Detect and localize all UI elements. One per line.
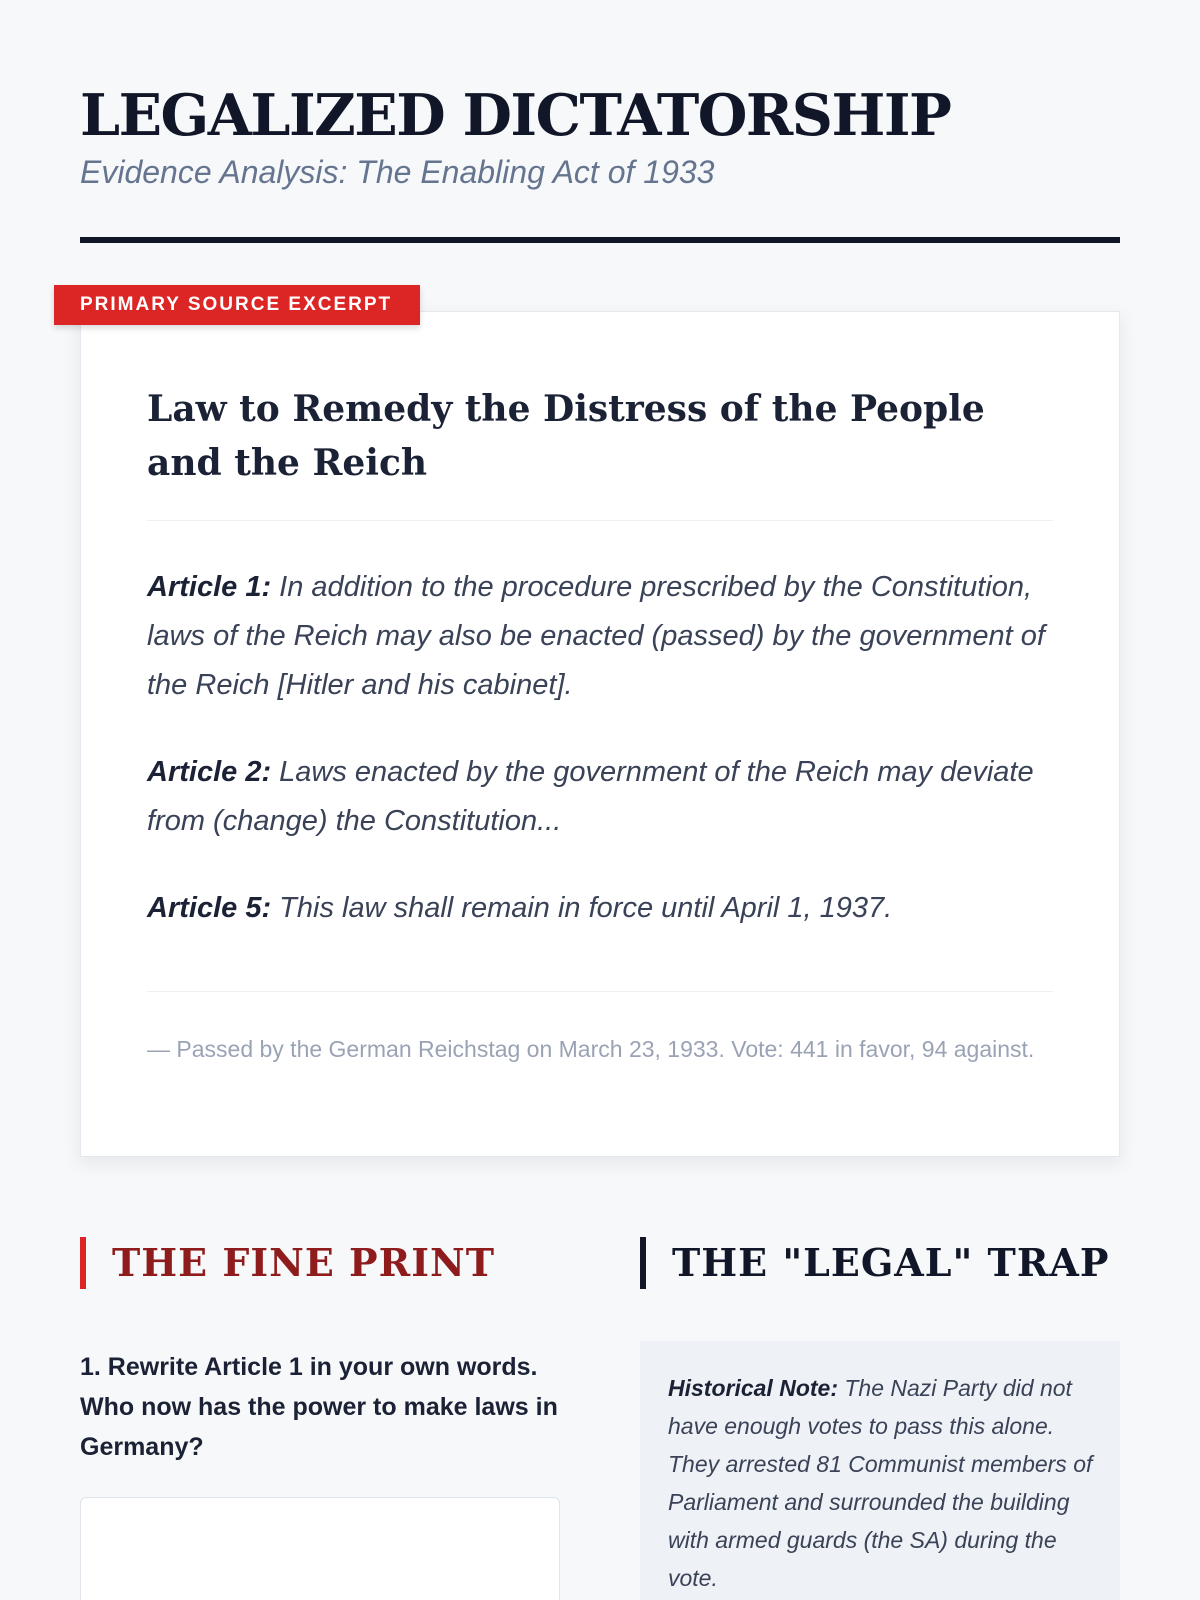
page-title: LEGALIZED DICTATORSHIP — [80, 82, 951, 149]
question-1: 1. Rewrite Article 1 in your own words. Who now has the power to make laws in Germany? — [80, 1352, 558, 1461]
fine-print-heading: THE FINE PRINT — [80, 1237, 560, 1289]
fine-print-column — [80, 1237, 560, 1600]
legal-trap-column — [640, 1237, 1120, 1600]
historical-note-text: The Nazi Party did not have enough votes to pass this alone. They arrested 81 Communist members of Parliament and surrounded the building with armed guards (the SA) during the vote. — [668, 1374, 1093, 1591]
article-2-label: Article 2: — [147, 755, 272, 788]
article-2 — [147, 748, 1053, 846]
article-list — [147, 521, 1053, 933]
article-1-label: Article 1: — [147, 570, 272, 603]
page-subtitle: Evidence Analysis: The Enabling Act of 1933 — [80, 153, 715, 190]
article-5 — [147, 884, 1053, 933]
historical-note-label: Historical Note: — [668, 1374, 838, 1401]
analysis-columns — [80, 1237, 1120, 1600]
legal-trap-heading: THE "LEGAL" TRAP — [640, 1237, 1120, 1289]
article-2-text: Laws enacted by the government of the Reich may deviate from (change) the Constitution... — [147, 755, 1034, 837]
article-5-label: Article 5: — [147, 891, 272, 924]
historical-note — [668, 1369, 1094, 1597]
primary-source-section — [80, 293, 1120, 1157]
page-header — [80, 0, 1120, 243]
primary-source-tag: PRIMARY SOURCE EXCERPT — [54, 285, 420, 325]
law-title: Law to Remedy the Distress of the People and the Reich — [147, 382, 1053, 521]
header-divider — [80, 237, 1120, 243]
historical-note-box — [640, 1341, 1120, 1600]
article-5-text: This law shall remain in force until April 1, 1937. — [271, 891, 893, 924]
question-1-answer-box[interactable] — [80, 1497, 560, 1600]
primary-source-card — [80, 311, 1120, 1157]
article-1-text: In addition to the procedure prescribed by the Constitution, laws of the Reich may also be enacted (passed) by the government of the Reich [Hitler and his cabinet]. — [147, 570, 1045, 701]
article-1 — [147, 563, 1053, 710]
source-attribution: — Passed by the German Reichstag on March 23, 1933. Vote: 441 in favor, 94 against. — [147, 991, 1053, 1066]
